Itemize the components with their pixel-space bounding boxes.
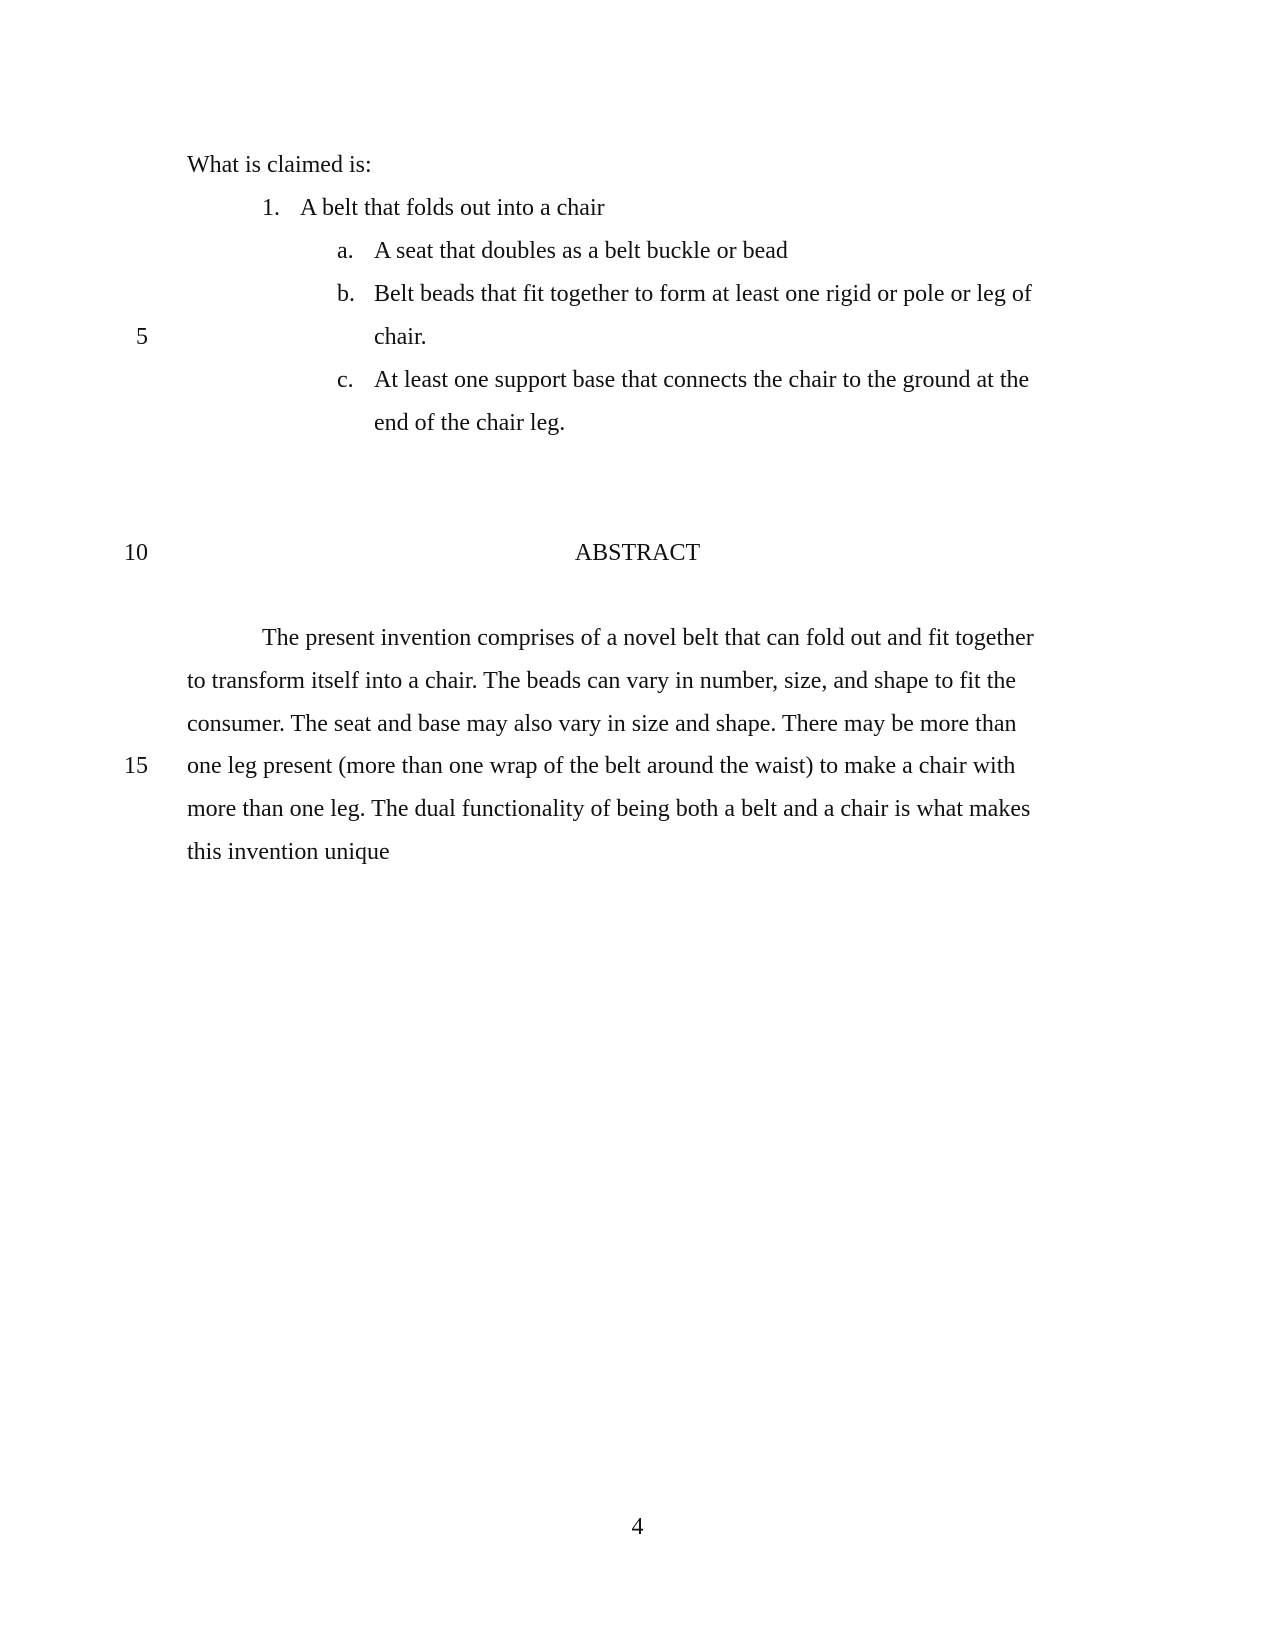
abstract-line-3: consumer. The seat and base may also vary in size and shape. There may be more than <box>187 711 1017 737</box>
abstract-line-5: more than one leg. The dual functionality of being both a belt and a chair is what makes <box>187 796 1031 822</box>
abstract-line-4: one leg present (more than one wrap of the belt around the waist) to make a chair with <box>187 753 1016 779</box>
subitem-c-line-2: end of the chair leg. <box>374 410 566 436</box>
subitem-a-line-1: A seat that doubles as a belt buckle or bead <box>374 238 788 264</box>
abstract-line-2: to transform itself into a chair. The beads can vary in number, size, and shape to fit the <box>187 668 1017 694</box>
line-number-15: 15 <box>124 753 148 779</box>
claim-text: A belt that folds out into a chair <box>300 195 605 221</box>
page-number: 4 <box>631 1514 644 1540</box>
line-number-5: 5 <box>136 324 148 350</box>
abstract-line-1: The present invention comprises of a novel belt that can fold out and fit together <box>262 625 1034 651</box>
subitem-b-line-1: Belt beads that fit together to form at least one rigid or pole or leg of <box>374 281 1032 307</box>
subitem-marker-a: a. <box>337 238 354 264</box>
abstract-title: ABSTRACT <box>574 540 701 566</box>
claim-number: 1. <box>262 195 280 221</box>
subitem-c-line-1: At least one support base that connects the chair to the ground at the <box>374 367 1030 393</box>
claims-heading: What is claimed is: <box>187 152 372 178</box>
line-number-10: 10 <box>124 540 148 566</box>
subitem-marker-c: c. <box>337 367 354 393</box>
subitem-marker-b: b. <box>337 281 355 307</box>
subitem-b-line-2: chair. <box>374 324 427 350</box>
abstract-line-6: this invention unique <box>187 839 390 865</box>
